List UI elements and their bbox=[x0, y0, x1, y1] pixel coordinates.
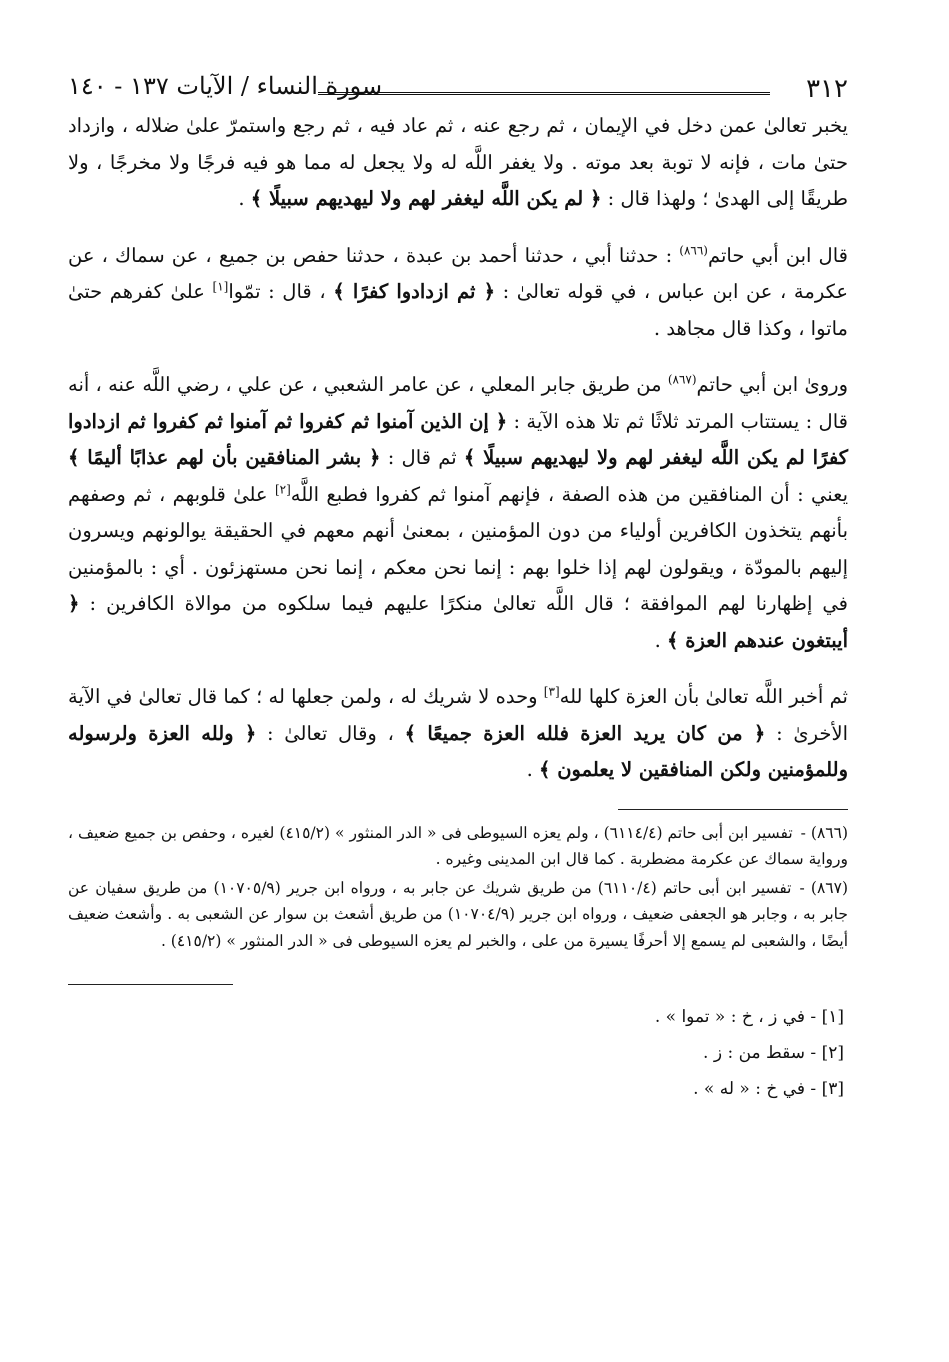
footnote-rule bbox=[618, 809, 848, 810]
text-run: ، وقال تعالىٰ : bbox=[256, 721, 405, 745]
footnote-marker: (٨٦٦) bbox=[679, 243, 708, 257]
variant-note-2: [٢] - سقط من : ز . bbox=[703, 1043, 844, 1063]
quran-quote: ﴿ ولله العزة ولرسوله وللمؤمنين ولكن المنافقين لا يعلمون ﴾ bbox=[68, 721, 848, 781]
text-run: ، قال : تمّوا bbox=[228, 280, 334, 303]
text-run: وحده لا شريك له ، ولمن جعلها له ؛ كما قال تعالىٰ في الآية الأخرىٰ : bbox=[68, 685, 848, 745]
footnote-text: تفسير ابن أبى حاتم (٦١١٤/٤) ، ولم يعزه السيوطى فى « الدر المنثور » (٤١٥/٢) لغيره ، وحفص بن جميع ضعيف ، ورواية سماك عن عكرمة مضطربة . كما قال ابن المدينى وغيره . bbox=[68, 823, 848, 868]
book-page bbox=[68, 60, 848, 1107]
quran-quote: ﴿ بشر المنافقين بأن لهم عذابًا أليمًا ﴾ bbox=[68, 446, 381, 469]
footnote-number: (٨٦٧) - bbox=[799, 878, 848, 897]
footnote-866 bbox=[68, 820, 848, 873]
text-run: قال ابن أبي حاتم bbox=[707, 243, 848, 267]
page-number: ٣١٢ bbox=[806, 74, 848, 104]
variant-marker: [١] bbox=[212, 279, 229, 294]
quran-quote: ﴿ إن الذين آمنوا ثم كفروا ثم آمنوا ثم كفروا ثم ازدادوا كفرًا لم يكن اللَّه ليغفر لهم ولا ليهديهم سبيلًا ﴾ bbox=[68, 409, 848, 469]
paragraph-1 bbox=[68, 108, 848, 218]
paragraph-2 bbox=[68, 238, 848, 348]
text-run: علىٰ كفرهم حتىٰ ماتوا ، وكذا قال مجاهد . bbox=[68, 280, 848, 340]
paragraph-3 bbox=[68, 367, 848, 659]
text-run: من طريق جابر المعلي ، عن عامر الشعبي ، عن علي ، رضي اللَّه عنه ، أنه قال : يستتاب المرتد ثلاثًا ثم تلا هذه الآية : bbox=[68, 373, 848, 433]
page-header bbox=[68, 60, 848, 108]
text-run: . bbox=[238, 187, 251, 210]
text-run: ثم قال : bbox=[380, 446, 464, 469]
variant-marker: [٢] bbox=[274, 482, 291, 496]
variant-marker: [٣] bbox=[543, 684, 560, 699]
quran-quote: ﴿ أيبتغون عندهم العزة ﴾ bbox=[68, 592, 848, 652]
footnote-867 bbox=[68, 875, 848, 955]
variants-rule bbox=[68, 984, 233, 985]
text-run: ثم أخبر اللَّه تعالىٰ بأن العزة كلها لله bbox=[559, 685, 848, 708]
quran-quote: ﴿ لم يكن اللَّه ليغفر لهم ولا ليهديهم سبيلًا ﴾ bbox=[250, 187, 602, 210]
text-run: علىٰ قلوبهم ، ثم وصفهم بأنهم يتخذون الكافرين أولياء من دون المؤمنين ، بمعنىٰ أنهم معهم في الحقيقة يوالونهم ويسرون إليهم بالمودّة ، ويقولون لهم إذا خلوا بهم : إنما نحن معكم ، إنما نحن مستهزئون . أي : بالمؤمنين في إظهارنا لهم الموافقة ؛ قال اللَّه تعالىٰ منكرًا عليهم فيما سلكوه من موالاة الكافرين : bbox=[68, 482, 848, 615]
header-rule bbox=[318, 92, 770, 95]
quran-quote: ﴿ ثم ازدادوا كفرًا ﴾ bbox=[333, 280, 496, 303]
surah-title: سورة النساء / الآيات ١٣٧ - ١٤٠ bbox=[68, 72, 383, 100]
text-run: . bbox=[526, 758, 539, 781]
footnote-text: تفسير ابن أبى حاتم (٦١١٠/٤) من طريق شريك عن جابر به ، ورواه ابن جرير (١٠٧٠٥/٩) من طريق سفيان عن جابر به ، وجابر هو الجعفى ضعيف ، ورواه ابن جرير (١٠٧٠٤/٩) من طريق أشعث بن سوار عن الشعبى به . وأشعث ضعيف أيضًا ، والشعبى لم يسمع إلا أحرفًا يسيرة من على ، والخبر لم يعزه السيوطى فى « الدر المنثور » (٤١٥/٢) . bbox=[68, 878, 848, 950]
variant-note-1: [١] - في ز ، خ : « تموا » . bbox=[654, 1007, 844, 1027]
text-run: وروىٰ ابن أبي حاتم bbox=[696, 373, 848, 396]
paragraph-4 bbox=[68, 679, 848, 789]
footnote-number: (٨٦٦) - bbox=[800, 823, 849, 842]
text-run: يخبر تعالىٰ عمن دخل في الإيمان ، ثم رجع عنه ، ثم عاد فيه ، ثم رجع واستمرّ علىٰ ضلاله ، وازداد حتىٰ مات ، فإنه لا توبة بعد موته . ولا يغفر اللَّه له ولا يجعل له مما هو فيه فرجًا ولا مخرجًا ، ولا طريقًا إلى الهدىٰ ؛ ولهذا قال : bbox=[68, 114, 848, 210]
quran-quote: ﴿ من كان يريد العزة فلله العزة جميعًا ﴾ bbox=[404, 721, 766, 745]
variant-note-3: [٣] - في خ : « له » . bbox=[693, 1079, 844, 1099]
text-run: يعني : أن المنافقين من هذه الصفة ، فإنهم آمنوا ثم كفروا فطبع اللَّه bbox=[290, 482, 848, 506]
text-run: : حدثنا أبي ، حدثنا أحمد بن عبدة ، حدثنا حفص بن جميع ، عن سماك ، عن عكرمة ، عن ابن عباس ، في قوله تعالىٰ : bbox=[68, 243, 848, 303]
text-run: . bbox=[654, 628, 668, 652]
footnote-marker: (٨٦٧) bbox=[667, 372, 697, 387]
